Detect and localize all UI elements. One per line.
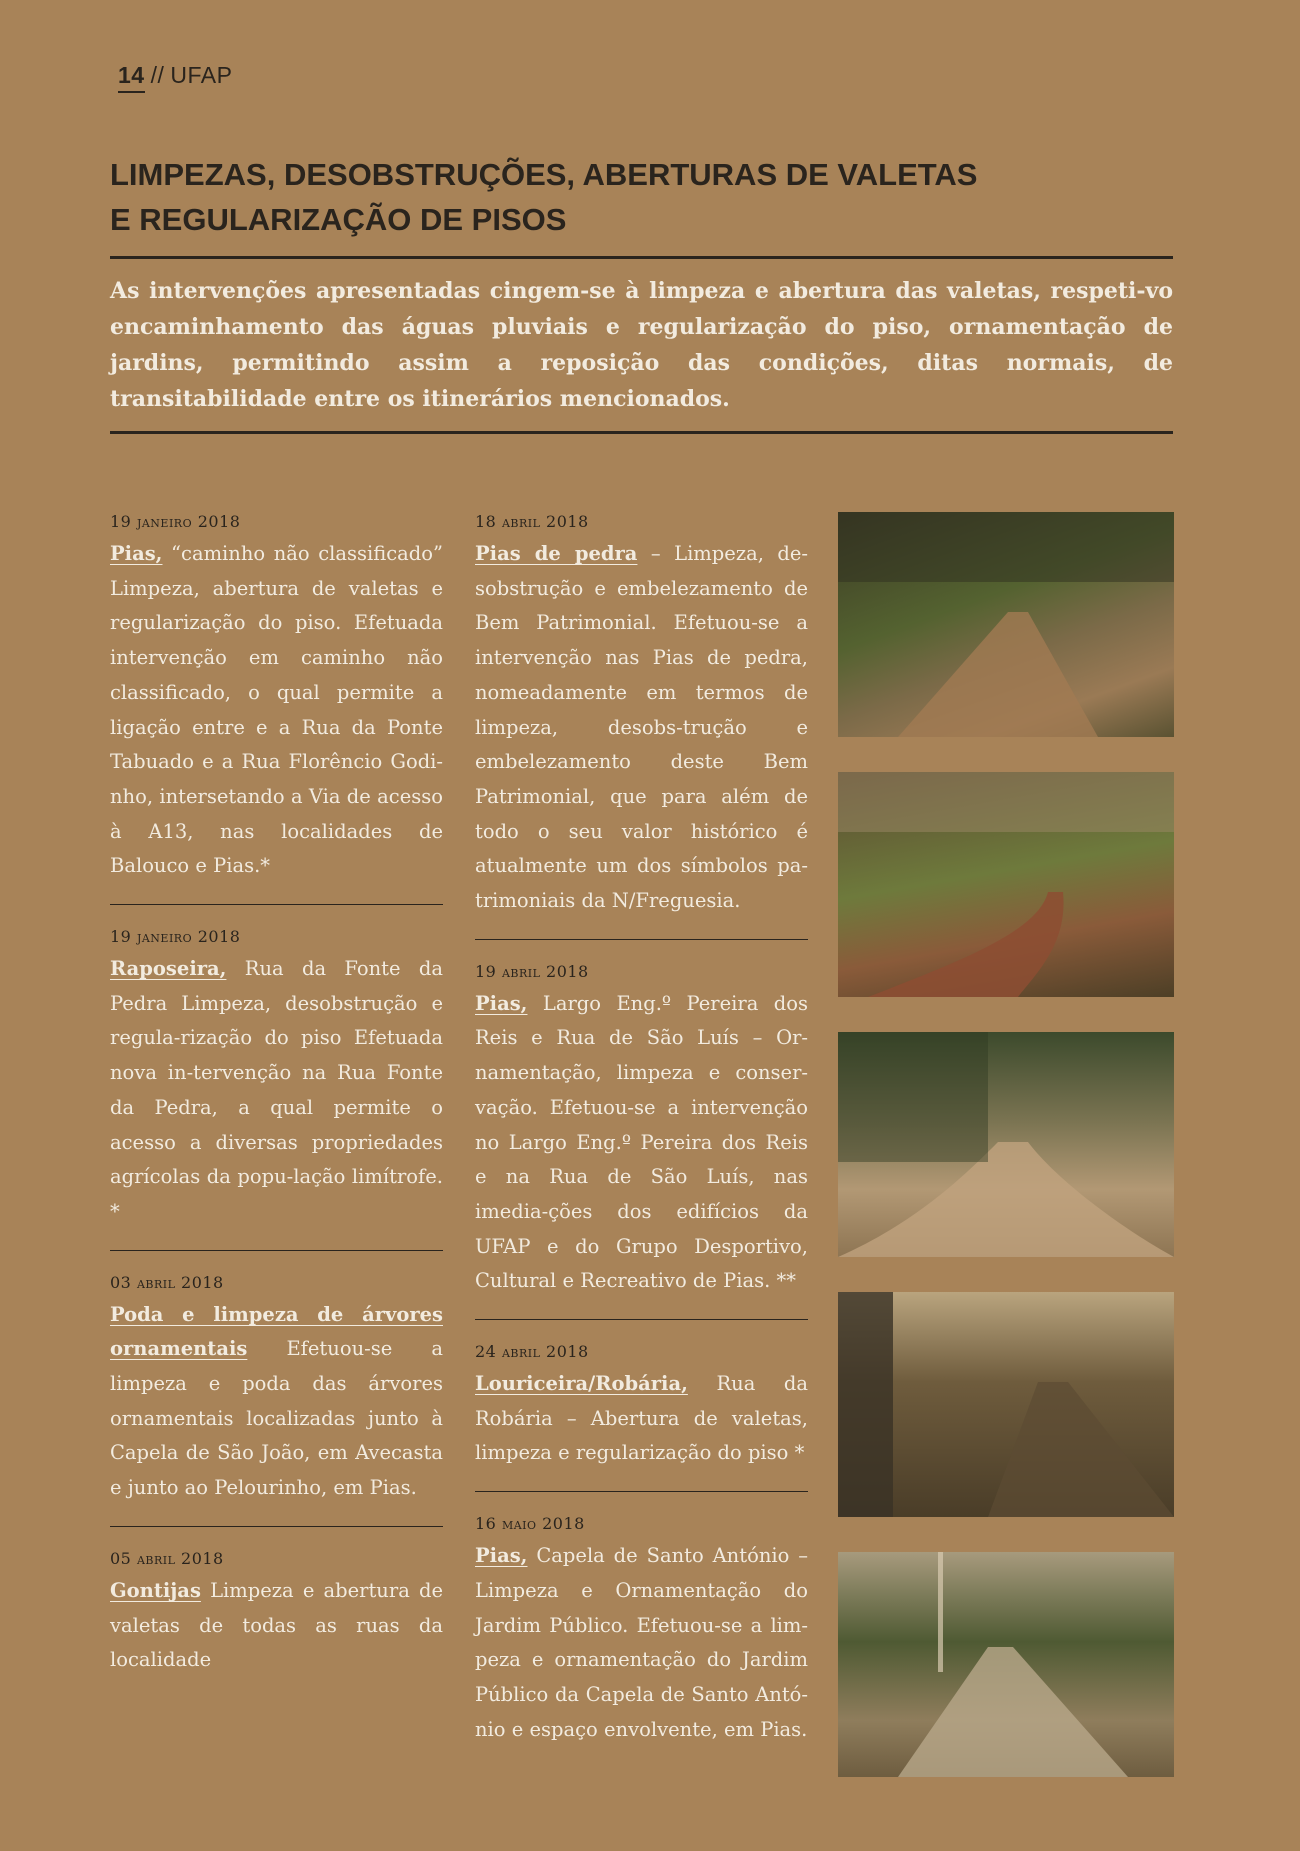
date-year: 2018 xyxy=(197,512,241,531)
entry-place: Pias de pedra xyxy=(475,542,638,565)
entry xyxy=(110,925,443,1251)
entry xyxy=(110,1271,443,1527)
entry-text: “caminho não classificado” Limpeza, abertura de valetas e regularização do piso. Efetuada intervenção em caminho não classificado, o qual permite a ligação entre e a Rua da Ponte Tabuado e a Rua Florêncio Godi-nho, intersetando a Via de acesso à A13, nas localidades de Balouco e Pias.* xyxy=(110,542,443,878)
photo-dirt-road-2 xyxy=(838,772,1174,997)
photo-dirt-road-1 xyxy=(838,512,1174,737)
entry xyxy=(110,510,443,905)
entry-body xyxy=(475,1539,808,1747)
entry-body xyxy=(110,537,443,884)
entry-body xyxy=(475,1367,808,1471)
entry xyxy=(475,1512,808,1767)
entry-body xyxy=(475,987,808,1299)
entry-text: Efetuou-se a limpeza e poda das árvores ornamentais localizadas junto à Capela de São João, em Avecasta e junto ao Pelourinho, em Pias. xyxy=(110,1337,443,1500)
date-month: janeiro xyxy=(136,513,193,531)
entry-date xyxy=(110,1271,443,1295)
intro-paragraph: As intervenções apresentadas cingem-se à limpeza e abertura das valetas, respeti-vo encaminhamento das águas pluviais e regularização do piso, ornamentação de jardins, permitindo assim a reposição das condições, ditas normais, de transitabilidade entre os itinerários mencionados. xyxy=(110,278,1173,412)
photo-column xyxy=(838,512,1174,1812)
column-left xyxy=(110,510,443,1718)
entry xyxy=(475,1340,808,1492)
photo-dirt-road-3 xyxy=(838,1032,1174,1257)
date-day: 19 xyxy=(475,961,497,981)
column-middle xyxy=(475,510,808,1787)
date-year: 2018 xyxy=(181,1272,224,1292)
date-day: 19 xyxy=(110,512,132,531)
entry-date xyxy=(110,1547,443,1571)
divider-top xyxy=(110,256,1173,259)
date-year: 2018 xyxy=(181,1548,224,1568)
date-year: 2018 xyxy=(542,1514,585,1534)
entry-date xyxy=(110,925,443,949)
date-day: 03 xyxy=(110,1272,132,1292)
entry-place: Pias, xyxy=(110,542,163,565)
title-line-2: E REGULARIZAÇÃO DE PISOS xyxy=(110,202,567,237)
date-year: 2018 xyxy=(546,1342,589,1362)
entry-text: Capela de Santo António – Limpeza e Ornamentação do Jardim Público. Efetuou-se a lim-peza e ornamentação do Jardim Público da Capela de Santo Antó-nio e espaço envolvente, em Pias. xyxy=(475,1544,808,1741)
entry-date xyxy=(110,510,443,534)
publication-name: UFAP xyxy=(170,62,233,88)
entry-body xyxy=(110,952,443,1230)
entry-text: Limpeza e abertura de valetas de todas as ruas da localidade xyxy=(110,1578,443,1672)
date-month: janeiro xyxy=(136,928,193,947)
entry-place: Louriceira/Robária, xyxy=(475,1372,688,1396)
date-year: 2018 xyxy=(546,961,589,981)
photo-dirt-road-4 xyxy=(838,1292,1174,1517)
entry-date xyxy=(475,960,808,984)
entry-place: Pias, xyxy=(475,991,528,1015)
date-month: abril xyxy=(501,513,541,531)
entry-date xyxy=(475,510,808,534)
entry-text: Rua da Robária – Abertura de valetas, limpeza e regularização do piso * xyxy=(475,1372,808,1465)
date-day: 19 xyxy=(110,927,132,947)
entry-place: Gontijas xyxy=(110,1578,201,1602)
date-month: maio xyxy=(501,1515,537,1534)
title-line-1: LIMPEZAS, DESOBSTRUÇÕES, ABERTURAS DE VALETAS xyxy=(110,157,978,192)
entry xyxy=(475,960,808,1320)
date-year: 2018 xyxy=(546,512,589,531)
divider-bottom xyxy=(110,431,1173,434)
entry-text: Largo Eng.º Pereira dos Reis e Rua de São Luís – Or-namentação, limpeza e conser-vação. Efetuou-se a intervenção no Largo Eng.º Pereira dos Reis e na Rua de São Luís, nas imedia-ções dos edifícios da UFAP e do Grupo Desportivo, Cultural e Recreativo de Pias. ** xyxy=(475,991,808,1293)
date-day: 05 xyxy=(110,1548,132,1568)
entry-date xyxy=(475,1340,808,1364)
entry-text: Rua da Fonte da Pedra Limpeza, desobstrução e regula-rização do piso Efetuada nova in-tervenção na Rua Fonte da Pedra, a qual permite o acesso a diversas propriedades agrícolas da popu-lação limítrofe. * xyxy=(110,957,443,1223)
page-title xyxy=(110,152,1110,242)
entry-body xyxy=(110,1574,443,1678)
date-month: abril xyxy=(136,1273,176,1292)
date-day: 24 xyxy=(475,1342,497,1362)
entry-text: – Limpeza, de-sobstrução e embelezamento de Bem Patrimonial. Efetuou-se a intervenção nas Pias de pedra, nomeadamente em termos de limpeza, desobs-trução e embelezamento deste Bem Patrimonial, que para além de todo o seu valor histórico é atualmente um dos símbolos pa-trimoniais da N/Freguesia. xyxy=(475,542,808,913)
date-month: abril xyxy=(501,962,541,981)
entry-body xyxy=(110,1298,443,1506)
entry-body xyxy=(475,537,808,919)
date-year: 2018 xyxy=(197,927,241,947)
date-day: 16 xyxy=(475,1514,497,1534)
date-month: abril xyxy=(136,1549,176,1568)
entry-date xyxy=(475,1512,808,1536)
date-day: 18 xyxy=(475,512,497,531)
date-month: abril xyxy=(501,1343,541,1362)
photo-dirt-road-5 xyxy=(838,1552,1174,1777)
entry-place: Poda e limpeza de árvores ornamentais xyxy=(110,1302,443,1361)
entry-place: Pias, xyxy=(475,1544,528,1568)
entry-place: Raposeira, xyxy=(110,957,227,981)
page-number: 14 xyxy=(118,62,145,93)
page-header xyxy=(118,62,232,93)
entry xyxy=(475,510,808,940)
header-separator: // xyxy=(150,62,165,88)
entry xyxy=(110,1547,443,1698)
